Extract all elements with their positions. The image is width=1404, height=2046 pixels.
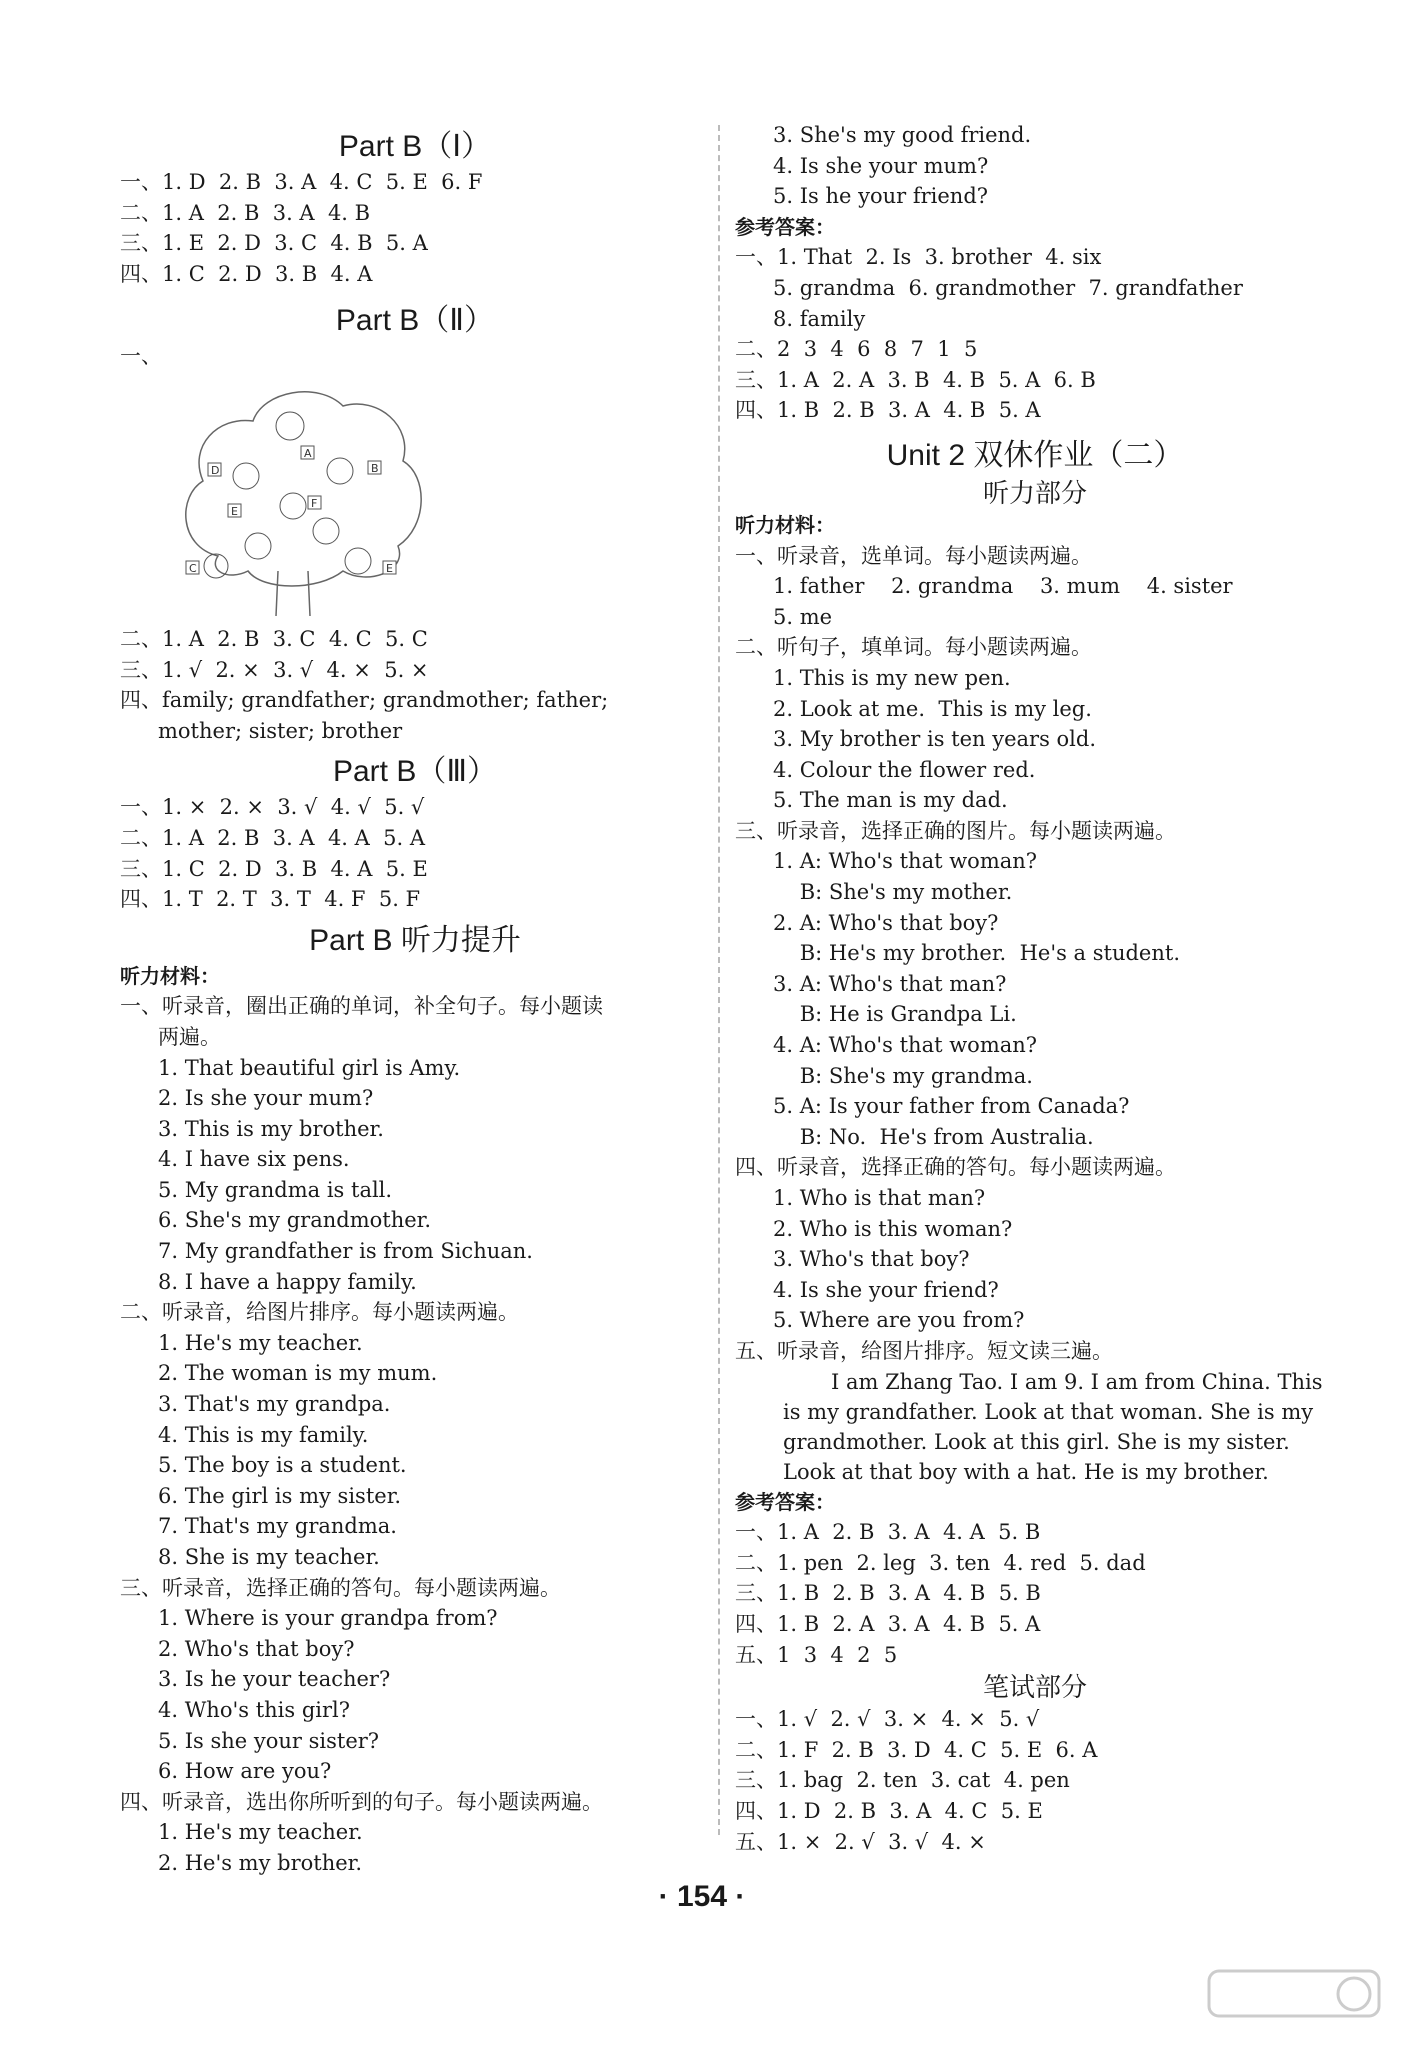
list-item: 2. Who's that boy? xyxy=(158,1636,355,1661)
instruction: 五、听录音，给图片排序。短文读三遍。 xyxy=(735,1338,1113,1363)
list-item: 7. That's my grandma. xyxy=(158,1514,397,1539)
list-item: 5. The boy is a student. xyxy=(158,1453,407,1478)
instruction: 二、听句子，填单词。每小题读两遍。 xyxy=(735,635,1092,660)
answer-line: 二、1. A 2. B 3. A 4. B xyxy=(120,200,371,225)
answer-line: mother; sister; brother xyxy=(158,718,403,743)
answer-line: 四、1. T 2. T 3. T 4. F 5. F xyxy=(120,887,421,912)
dialogue-line: 2. A: Who's that boy? xyxy=(773,910,999,935)
dialogue-line: 3. A: Who's that man? xyxy=(773,971,1007,996)
dialogue-line: 5. A: Is your father from Canada? xyxy=(773,1094,1130,1119)
list-item: 5. The man is my dad. xyxy=(773,788,1008,813)
list-item: 4. Is she your friend? xyxy=(773,1277,999,1302)
question-number: 一、 xyxy=(120,344,162,369)
answer-line: 二、1. F 2. B 3. D 4. C 5. E 6. A xyxy=(735,1737,1098,1762)
answer-line: 三、1. B 2. B 3. A 4. B 5. B xyxy=(735,1581,1041,1606)
dialogue-line: B: He is Grandpa Li. xyxy=(773,1002,1017,1027)
instruction: 一、听录音，选单词。每小题读两遍。 xyxy=(735,543,1092,568)
answer-line: 四、family; grandfather; grandmother; father; xyxy=(120,688,609,713)
answer-line: 一、1. That 2. Is 3. brother 4. six xyxy=(735,245,1102,270)
list-item: 2. Is she your mum? xyxy=(158,1086,374,1111)
list-item: 4. I have six pens. xyxy=(158,1147,350,1172)
answer-line: 三、1. bag 2. ten 3. cat 4. pen xyxy=(735,1768,1070,1793)
list-item: 1. He's my teacher. xyxy=(158,1330,363,1355)
page-number: · 154 · xyxy=(658,1880,746,1913)
answer-line: 三、1. E 2. D 3. C 4. B 5. A xyxy=(120,231,428,256)
instruction: 四、听录音，选出你所听到的句子。每小题读两遍。 xyxy=(120,1789,603,1814)
answer-line: 三、1. A 2. A 3. B 4. B 5. A 6. B xyxy=(735,367,1096,392)
answer-key-label: 参考答案： xyxy=(735,214,835,239)
list-item: 4. Colour the flower red. xyxy=(773,757,1036,782)
list-item: 4. This is my family. xyxy=(158,1422,369,1447)
list-item: 1. He's my teacher. xyxy=(158,1820,363,1845)
list-item: 5. Is she your sister? xyxy=(158,1728,380,1753)
list-item: 5. Is he your friend? xyxy=(773,184,989,209)
dialogue-line: B: No. He's from Australia. xyxy=(773,1124,1094,1149)
answer-line: 四、1. D 2. B 3. A 4. C 5. E xyxy=(735,1798,1043,1823)
list-item: 4. Who's this girl? xyxy=(158,1697,350,1722)
list-item: 6. The girl is my sister. xyxy=(158,1483,402,1508)
instruction: 一、听录音，圈出正确的单词，补全句子。每小题读 xyxy=(120,994,603,1019)
dialogue-line: B: He's my brother. He's a student. xyxy=(773,941,1180,966)
tree-label: F xyxy=(311,496,318,510)
list-item: 3. My brother is ten years old. xyxy=(773,727,1096,752)
list-item: 6. She's my grandmother. xyxy=(158,1208,432,1233)
list-item: 8. I have a happy family. xyxy=(158,1269,417,1294)
material-label: 听力材料： xyxy=(735,512,835,537)
list-item: 1. This is my new pen. xyxy=(773,665,1011,690)
left-column xyxy=(120,125,710,1879)
answer-line: 五、1 3 4 2 5 xyxy=(735,1642,898,1667)
list-item: 7. My grandfather is from Sichuan. xyxy=(158,1239,533,1264)
list-item: 1. father 2. grandma 3. mum 4. sister xyxy=(773,574,1233,599)
list-item: 1. That beautiful girl is Amy. xyxy=(158,1055,461,1080)
watermark-logo xyxy=(1204,1966,1384,2036)
answer-line: 五、1. × 2. √ 3. √ 4. × xyxy=(735,1829,986,1854)
dialogue-line: 4. A: Who's that woman? xyxy=(773,1033,1038,1058)
tree-label: C xyxy=(189,561,197,575)
list-item: 2. The woman is my mum. xyxy=(158,1361,438,1386)
section-title-part-b-3: Part B（Ⅲ） xyxy=(332,755,498,789)
written-part-title: 笔试部分 xyxy=(982,1673,1087,1704)
tree-label: E xyxy=(386,561,393,575)
instruction: 三、听录音，选择正确的图片。每小题读两遍。 xyxy=(735,818,1176,843)
right-column xyxy=(735,120,1335,1857)
dialogue-line: 1. A: Who's that woman? xyxy=(773,849,1038,874)
answer-line: 四、1. B 2. B 3. A 4. B 5. A xyxy=(735,398,1041,423)
list-item: 5. My grandma is tall. xyxy=(158,1177,393,1202)
tree-label: A xyxy=(304,446,312,460)
list-item: 3. That's my grandpa. xyxy=(158,1392,391,1417)
instruction: 三、听录音，选择正确的答句。每小题读两遍。 xyxy=(120,1575,561,1600)
answer-key-label: 参考答案： xyxy=(735,1489,835,1514)
list-item: 3. Is he your teacher? xyxy=(158,1667,391,1692)
list-item: 1. Where is your grandpa from? xyxy=(158,1606,498,1631)
list-item: 6. How are you? xyxy=(158,1759,332,1784)
answer-line: 一、1. A 2. B 3. A 4. A 5. B xyxy=(735,1520,1041,1545)
family-tree-illustration xyxy=(168,376,438,616)
list-item: 5. me xyxy=(773,604,833,629)
list-item: 3. This is my brother. xyxy=(158,1116,384,1141)
instruction: 四、听录音，选择正确的答句。每小题读两遍。 xyxy=(735,1155,1176,1180)
answer-line: 二、1. A 2. B 3. A 4. A 5. A xyxy=(120,825,426,850)
answer-line: 四、1. C 2. D 3. B 4. A xyxy=(120,261,373,286)
answer-line: 一、1. √ 2. √ 3. × 4. × 5. √ xyxy=(735,1707,1040,1732)
tree-label: E xyxy=(231,504,238,518)
list-item: 8. She is my teacher. xyxy=(158,1545,380,1569)
tree-label: D xyxy=(211,463,220,477)
list-item: 2. He's my brother. xyxy=(158,1850,363,1875)
section-title-listening-boost: Part B 听力提升 xyxy=(309,923,521,957)
unit2-title: Unit 2 双休作业（二） xyxy=(886,438,1184,472)
column-divider xyxy=(718,125,720,1835)
listening-part-title: 听力部分 xyxy=(982,478,1087,509)
answer-line: 三、1. C 2. D 3. B 4. A 5. E xyxy=(120,856,428,881)
answer-line: 5. grandma 6. grandmother 7. grandfather xyxy=(773,275,1243,300)
dialogue-line: B: She's my mother. xyxy=(773,880,1013,905)
list-item: 2. Who is this woman? xyxy=(773,1216,1013,1241)
passage-text: I am Zhang Tao. I am 9. I am from China. This is my grandfather. Look at that woman. She is my grandmother. Look at this girl. She is my sister. Look at that boy with a hat. He is my brother. xyxy=(783,1369,1323,1484)
answer-line: 四、1. B 2. A 3. A 4. B 5. A xyxy=(735,1611,1041,1636)
list-item: 1. Who is that man? xyxy=(773,1186,986,1210)
list-item: 2. Look at me. This is my leg. xyxy=(773,696,1092,721)
material-label: 听力材料： xyxy=(120,963,220,988)
tree-label: B xyxy=(371,461,379,475)
section-title-part-b-1: Part B（Ⅰ） xyxy=(338,130,492,163)
list-item: 3. She's my good friend. xyxy=(773,123,1032,147)
answer-line: 二、1. A 2. B 3. C 4. C 5. C xyxy=(120,626,428,651)
answer-line: 二、1. pen 2. leg 3. ten 4. red 5. dad xyxy=(735,1550,1146,1575)
instruction: 二、听录音，给图片排序。每小题读两遍。 xyxy=(120,1300,519,1325)
section-title-part-b-2: Part B（Ⅱ） xyxy=(335,304,495,338)
answer-line: 一、1. × 2. × 3. √ 4. √ 5. √ xyxy=(120,795,425,820)
dialogue-line: B: She's my grandma. xyxy=(773,1063,1033,1088)
answer-line: 一、1. D 2. B 3. A 4. C 5. E 6. F xyxy=(120,170,483,194)
instruction: 两遍。 xyxy=(158,1024,221,1049)
answer-line: 三、1. √ 2. × 3. √ 4. × 5. × xyxy=(120,657,429,682)
list-item: 4. Is she your mum? xyxy=(773,153,989,178)
list-item: 5. Where are you from? xyxy=(773,1308,1025,1333)
answer-line: 二、2 3 4 6 8 7 1 5 xyxy=(735,337,978,362)
answer-line: 8. family xyxy=(773,306,866,331)
list-item: 3. Who's that boy? xyxy=(773,1247,970,1272)
